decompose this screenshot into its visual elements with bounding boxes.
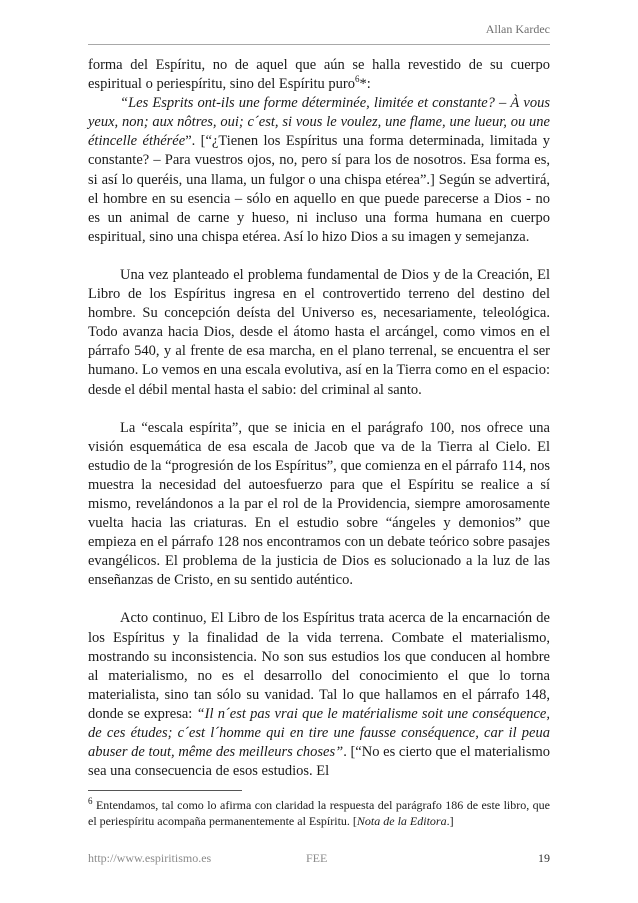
main-text	[88, 56, 550, 781]
page-number: 19	[538, 851, 550, 865]
footnote-divider	[88, 790, 242, 791]
footnote-ref[interactable]: 6	[355, 74, 360, 85]
footer-url-link[interactable]: http://www.espiritismo.es	[88, 851, 212, 865]
paragraph-1-tail: *:	[359, 76, 371, 93]
paragraph-4: La “escala espírita”, que se inicia en el parágrafo 100, nos ofrece una visión esquemática de esa escala de Jacob que va de la Tierra al Cielo. El estudio de la “progresión de los Espíritus”, que comienza en el párrafo 114, nos muestra la necesidad del autoesfuerzo para que el Espíritu se realice a sí mismo, revelándonos a la par el rol de la Providencia, siempre amorosamente vuelta hacia las criaturas. En el estudio sobre “ángeles y demonios” que empieza en el párrafo 128 nos encontramos con un debate teórico sobre pasajes evangélicos. El problema de la justicia de Dios es solucionado a la luz de las enseñanzas de Cristo, en su sentido auténtico.	[88, 419, 550, 589]
footnote-number: 6	[88, 796, 93, 806]
paragraph-5-tail: . [“No es cierto que el materialismo sea una consecuencia de esos estudios. El	[88, 744, 550, 780]
footnote-close: .]	[446, 814, 454, 828]
french-quote-2: “Il n´est pas vrai que le matérialisme soit une conséquence, de ces études; c´est l´homme qui en tire une fausse conséquence, car il peua abuser de tout, même des meilleurs choses”	[88, 705, 550, 761]
footnote-editor-note: Nota de la Editora	[356, 814, 447, 828]
footer-org: FEE	[306, 851, 328, 865]
running-header-author: Allan Kardec	[485, 22, 550, 36]
paragraph-2-text: ”. [“¿Tienen los Espíritus una forma determinada, limitada y constante? – Para vuestros ojos, no, pero sí para los de nosotros. Esa forma es, si así lo queréis, una llama, un fulgor o una chispa etérea”.] Según se advertirá, el hombre en su esencia – sólo en aquello en que puede parecerse a Dios - no es un animal de carne y hueso, ni incluso una forma humana en cuerpo espiritual, sino una chispa etérea. Así lo hizo Dios a su imagen y semejanza.	[88, 133, 551, 245]
paragraph-2	[88, 94, 550, 247]
header-divider	[88, 44, 550, 45]
paragraph-5-text: Acto continuo, El Libro de los Espíritus trata acerca de la encarnación de los Espíritus y la finalidad de la vida terrena. Combate el materialismo, mostrando su inconsistencia. No son sus estudios los que conducen al hombre al materialismo, no es el desarrollo del conocimiento el que lo torna materialista, sino tan sólo su vanidad. Tal lo que hallamos en el párrafo 148, donde se expresa:	[88, 610, 550, 722]
footnote-text: Entendamos, tal como lo afirma con claridad la respuesta del parágrafo 186 de este libro, que el periespíritu acompaña permanentemente al Espíritu. [	[88, 798, 550, 828]
french-quote-1: “Les Esprits ont-ils une forme déterminée, limitée et constante? – À vous yeux, non; aux nôtres, oui; c´est, si vous le voulez, une flame, une lueur, ou une étincelle éthérée	[88, 95, 550, 150]
paragraph-5	[88, 609, 550, 781]
footnote	[88, 797, 550, 829]
paragraph-3: Una vez planteado el problema fundamental de Dios y de la Creación, El Libro de los Espíritus ingresa en el controvertido terreno del destino del hombre. Su concepción deísta del Universo es, necesariamente, teleológica. Todo avanza hacia Dios, desde el átomo hasta el arcángel, como vimos en el párrafo 540, y al frente de esa marcha, en el plano terrenal, se encuentra el ser humano. Lo vemos en una escala evolutiva, así en la Tierra como en el espacio: desde el débil mental hasta el sabio: del criminal al santo.	[88, 266, 550, 398]
paragraph-1-text: forma del Espíritu, no de aquel que aún se halla revestido de su cuerpo espiritual o periespíritu, sino del Espíritu puro	[88, 57, 550, 93]
paragraph-1	[88, 56, 550, 94]
